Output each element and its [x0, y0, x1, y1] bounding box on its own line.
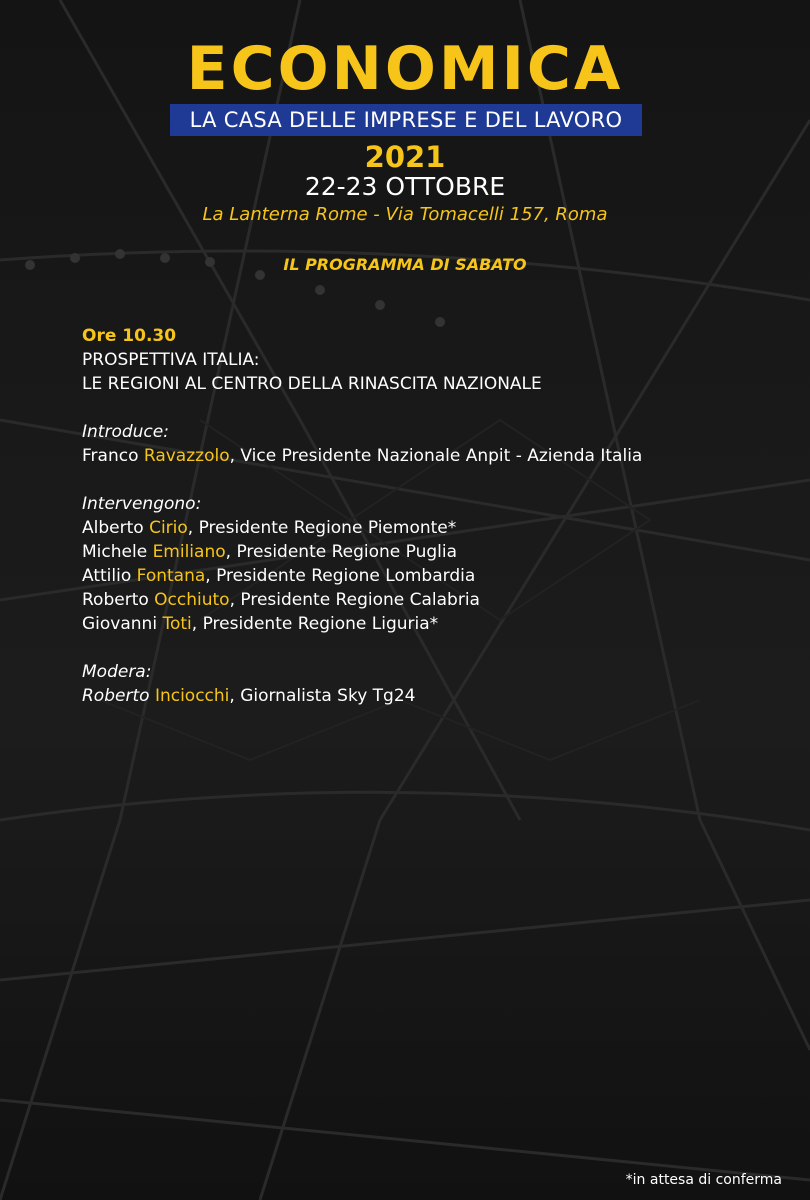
- event-dates: 22-23 OTTOBRE: [304, 172, 506, 201]
- speaker-role: , Presidente Regione Lombardia: [205, 566, 476, 586]
- moderator-first-name: Roberto: [82, 686, 150, 706]
- speaker-role: , Presidente Regione Calabria: [229, 590, 480, 610]
- speaker-role: , Presidente Regione Piemonte*: [187, 518, 457, 538]
- speaker-first-name: Giovanni: [82, 614, 158, 634]
- speaker-last-name: Fontana: [136, 566, 206, 586]
- modera-label: Modera:: [82, 662, 152, 682]
- introduce-label: Introduce:: [82, 422, 169, 442]
- session-title-line1: PROSPETTIVA ITALIA:: [82, 350, 260, 370]
- confirmation-footnote: *in attesa di conferma: [625, 1172, 782, 1188]
- moderator-role: , Giornalista Sky Tg24: [229, 686, 416, 706]
- introducer-entry: [82, 444, 782, 468]
- introducer-first-name: Franco: [82, 446, 139, 466]
- session-details: [82, 324, 782, 708]
- speaker-entry: [82, 588, 782, 612]
- speaker-entry: [82, 516, 782, 540]
- event-title: ECONOMICA: [186, 34, 624, 104]
- speaker-last-name: Occhiuto: [154, 590, 230, 610]
- moderator-entry: [82, 684, 782, 708]
- speaker-first-name: Roberto: [82, 590, 149, 610]
- speaker-last-name: Toti: [162, 614, 192, 634]
- speaker-entry: [82, 612, 782, 636]
- speaker-last-name: Emiliano: [152, 542, 226, 562]
- speaker-first-name: Attilio: [82, 566, 132, 586]
- speaker-entry: [82, 540, 782, 564]
- event-year: 2021: [364, 140, 446, 174]
- intervengono-label: Intervengono:: [82, 494, 202, 514]
- event-venue: La Lanterna Rome - Via Tomacelli 157, Roma: [202, 204, 608, 225]
- event-subtitle: LA CASA DELLE IMPRESE E DEL LAVORO: [189, 108, 623, 132]
- speaker-last-name: Cirio: [149, 518, 188, 538]
- speaker-entry: [82, 564, 782, 588]
- session-time: Ore 10.30: [82, 326, 177, 346]
- introducer-role: , Vice Presidente Nazionale Anpit - Azienda Italia: [229, 446, 643, 466]
- speaker-role: , Presidente Regione Liguria*: [191, 614, 439, 634]
- program-heading: IL PROGRAMMA DI SABATO: [283, 255, 527, 274]
- speaker-first-name: Michele: [82, 542, 148, 562]
- speaker-role: , Presidente Regione Puglia: [225, 542, 458, 562]
- introducer-last-name: Ravazzolo: [143, 446, 230, 466]
- moderator-last-name: Inciocchi: [154, 686, 230, 706]
- speaker-first-name: Alberto: [82, 518, 144, 538]
- session-title-line2: LE REGIONI AL CENTRO DELLA RINASCITA NAZIONALE: [82, 374, 542, 394]
